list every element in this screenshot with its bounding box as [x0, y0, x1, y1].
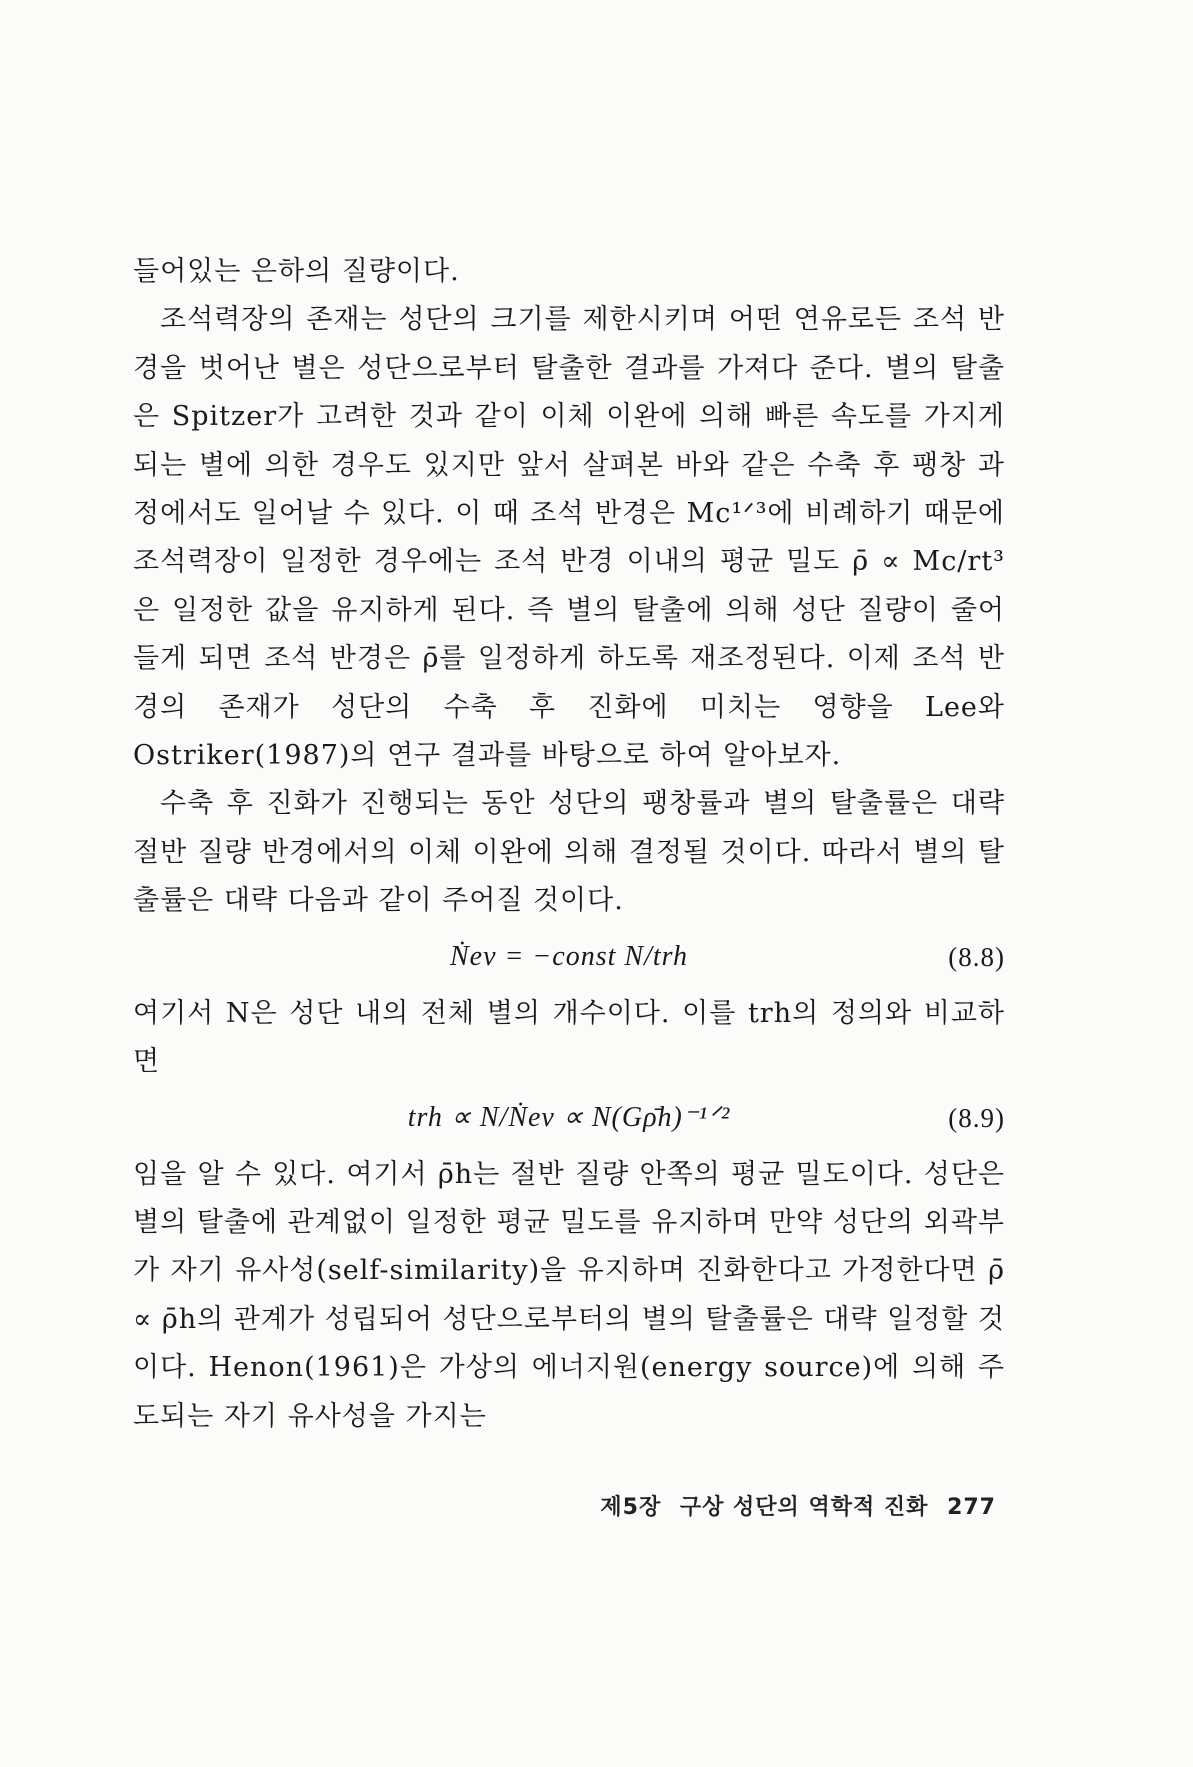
equation-formula: Ṅev = −const N/trh: [449, 941, 689, 973]
paragraph: 여기서 N은 성단 내의 전체 별의 개수이다. 이를 trh의 정의와 비교하면: [133, 997, 1005, 1078]
paragraph: 수축 후 진화가 진행되는 동안 성단의 팽창률과 별의 탈출률은 대략 절반 질량 반경에서의 이체 이완에 의해 결정될 것이다. 따라서 별의 탈출률은 대략 다음과 같이 주어질 것이다.: [133, 788, 1005, 917]
equation-number: (8.9): [948, 1103, 1005, 1134]
page-number: 277: [947, 1495, 996, 1520]
body-text: [133, 248, 1005, 1441]
chapter-label: 제5장: [600, 1495, 662, 1520]
paragraph: 임을 알 수 있다. 여기서 ρ̄h는 절반 질량 안쪽의 평균 밀도이다. 성단은 별의 탈출에 관계없이 일정한 평균 밀도를 유지하며 만약 성단의 외곽부가 자기 유사성(self-similarity)을 유지하며 진화한다고 가정한다면 ρ̄ ∝ ρ̄h의 관계가 성립되어 성단으로부터의 별의 탈출률은 대략 일정할 것이다. Henon(1961)은 가상의 에너지원(energy source)에 의해 주도되는 자기 유사성을 가지는: [133, 1158, 1005, 1432]
equation-number: (8.8): [948, 942, 1005, 973]
page-footer: [590, 1490, 996, 1521]
equation-8-8: [133, 926, 1005, 990]
paragraph: 들어있는 은하의 질량이다.: [133, 256, 460, 287]
paragraph: 조석력장의 존재는 성단의 크기를 제한시키며 어떤 연유로든 조석 반경을 벗어난 별은 성단으로부터 탈출한 결과를 가져다 준다. 별의 탈출은 Spitzer가 고려한 것과 같이 이체 이완에 의해 빠른 속도를 가지게 되는 별에 의한 경우도 있지만 앞서 살펴본 바와 같은 수축 후 팽창 과정에서도 일어날 수 있다. 이 때 조석 반경은 Mc¹ᐟ³에 비례하기 때문에 조석력장이 일정한 경우에는 조석 반경 이내의 평균 밀도 ρ̄ ∝ Mc/rt³은 일정한 값을 유지하게 된다. 즉 별의 탈출에 의해 성단 질량이 줄어들게 되면 조석 반경은 ρ̄를 일정하게 하도록 재조정된다. 이제 조석 반경의 존재가 성단의 수축 후 진화에 미치는 영향을 Lee와 Ostriker(1987)의 연구 결과를 바탕으로 하여 알아보자.: [133, 304, 1005, 772]
equation-8-9: [133, 1087, 1005, 1151]
chapter-title: 구상 성단의 역학적 진화: [679, 1495, 929, 1520]
equation-formula: trh ∝ N/Ṅev ∝ N(Gρ̄h)⁻¹ᐟ²: [407, 1102, 731, 1134]
